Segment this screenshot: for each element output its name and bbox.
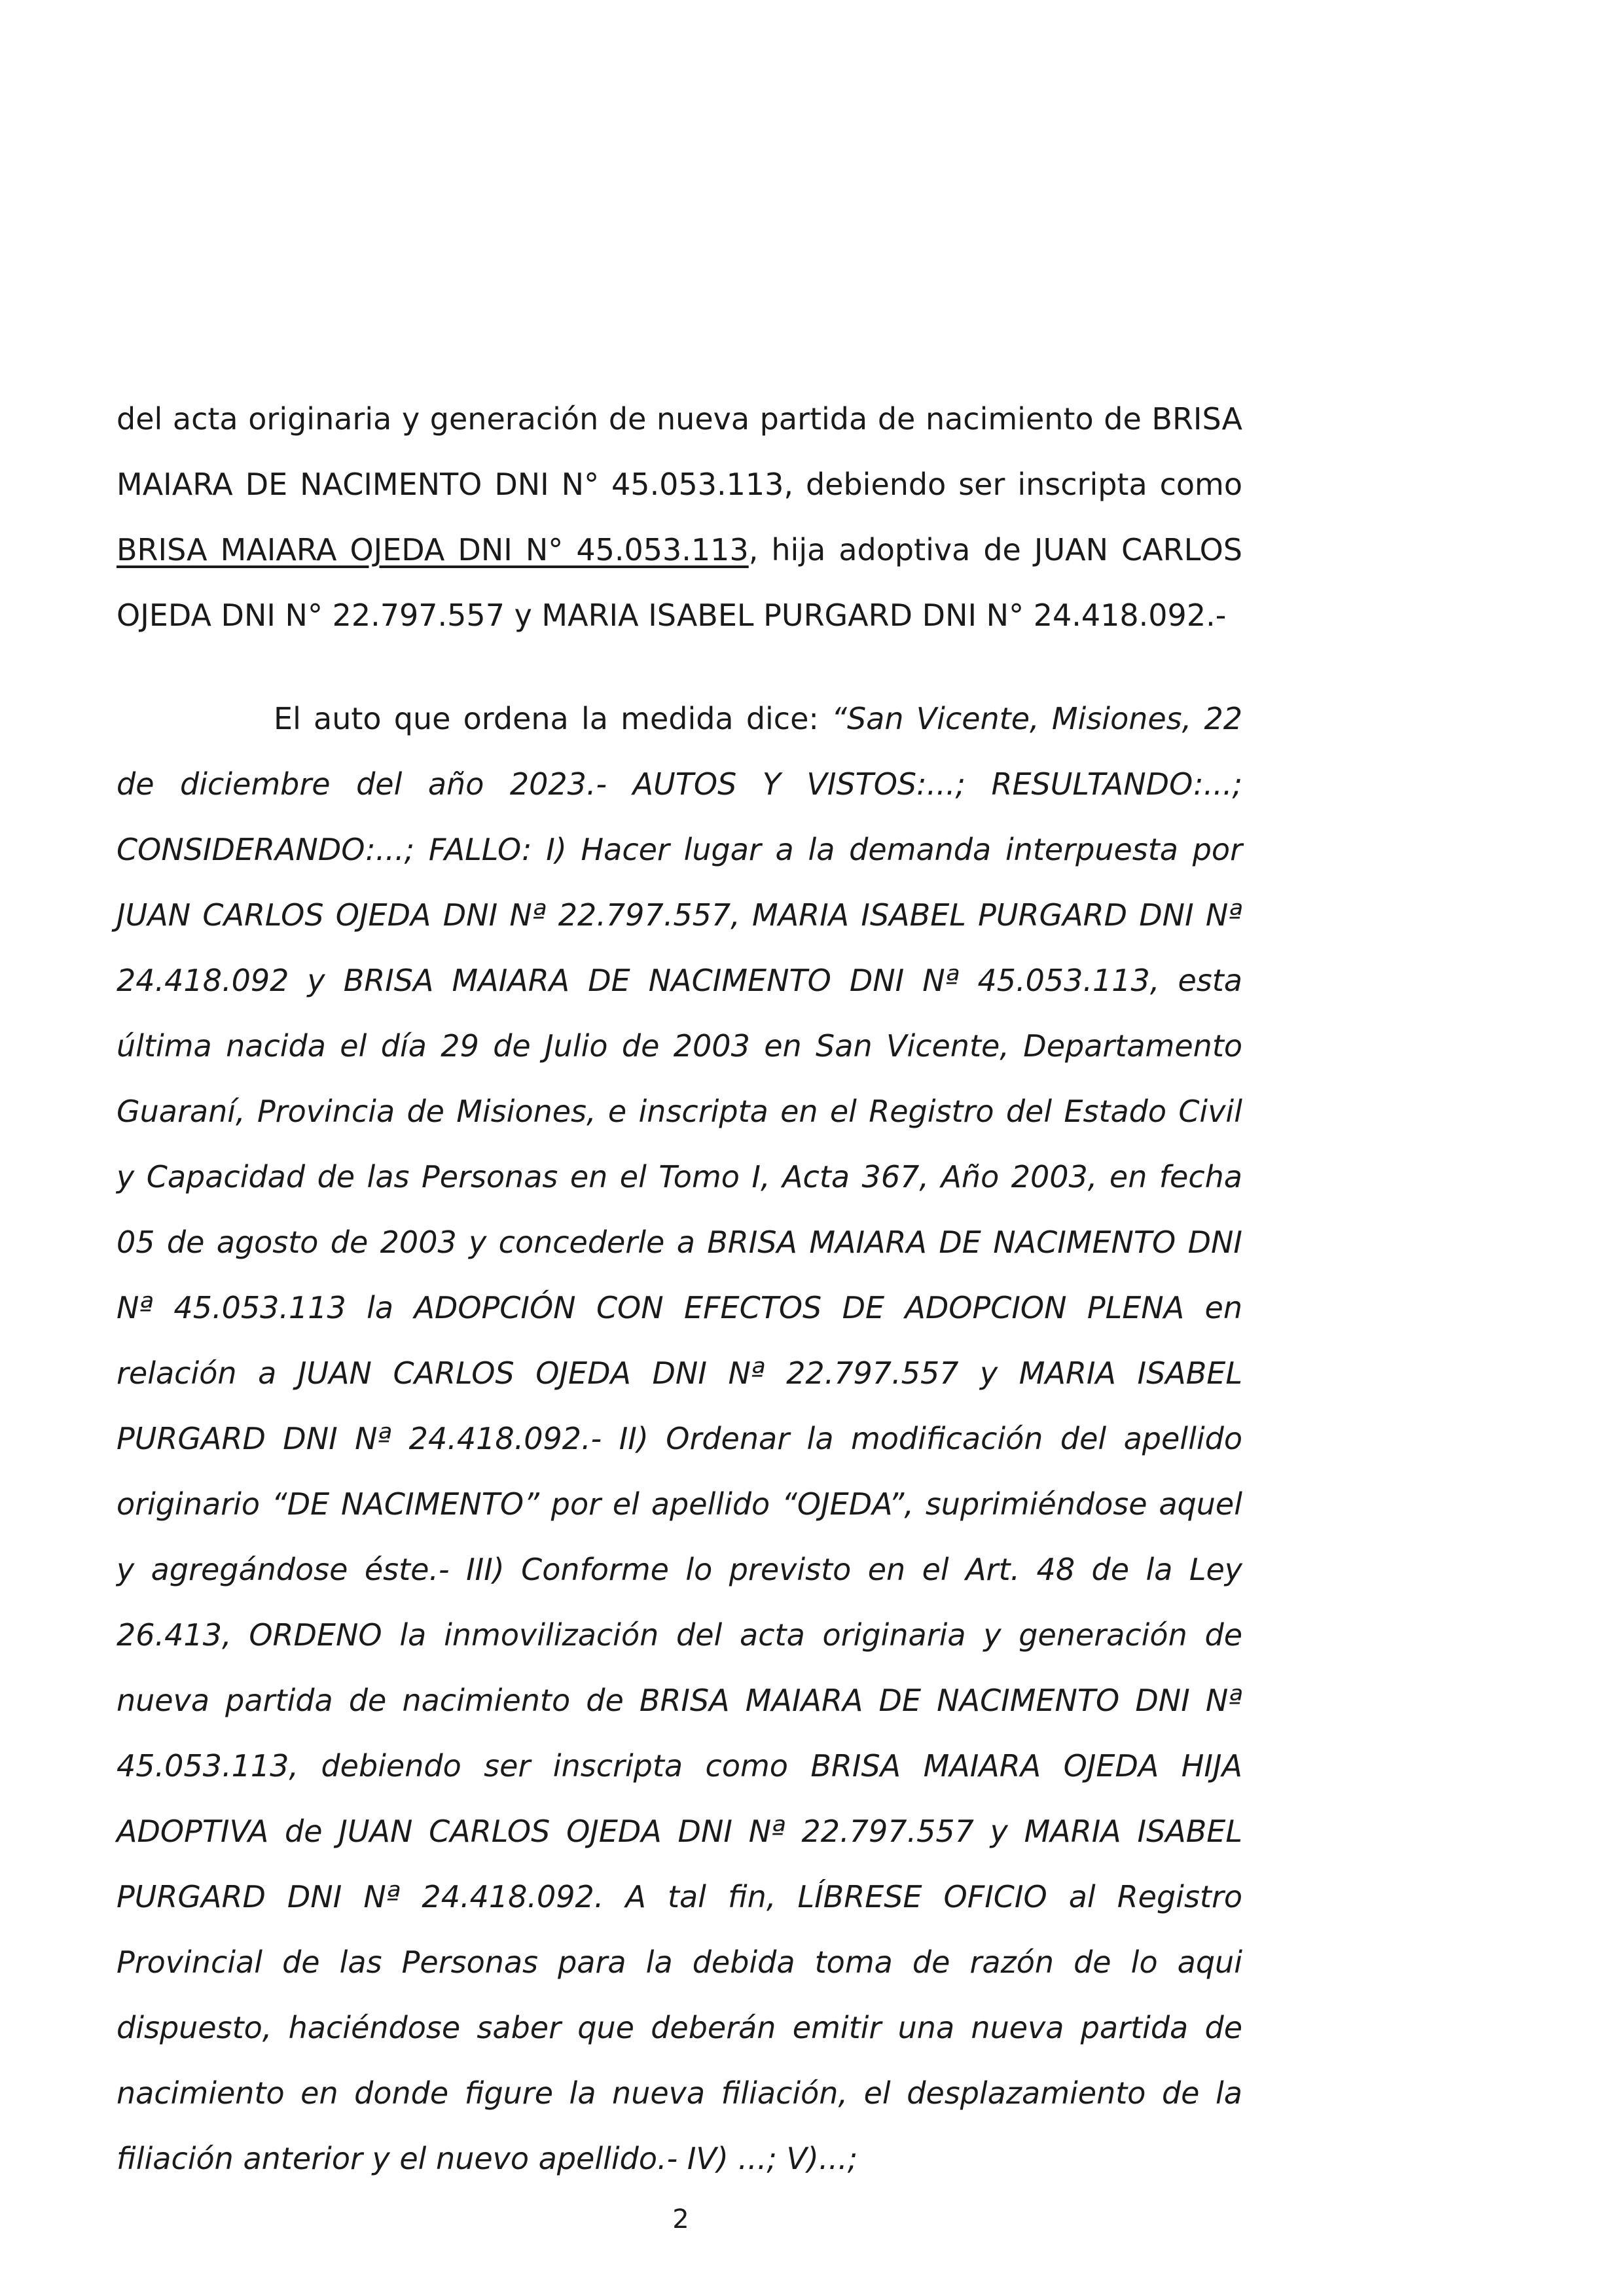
- court-order-quote: “San Vicente, Misiones, 22 de diciembre del año 2023.- AUTOS Y VISTOS:...; RESULTANDO:...; CONSIDERANDO:...; FALLO: I) Hacer lugar a la demanda interpuesta por JUAN CARLOS OJEDA DNI Nª 22.797.557, MARIA ISABEL PURGARD DNI Nª 24.418.092 y BRISA MAIARA DE NACIMENTO DNI Nª 45.053.113, esta última nacida el día 29 de Julio de 2003 en San Vicente, Departamento Guaraní, Provincia de Misiones, e inscripta en el Registro del Estado Civil y Capacidad de las Personas en el Tomo I, Acta 367, Año 2003, en fecha 05 de agosto de 2003 y concederle a BRISA MAIARA DE NACIMENTO DNI Nª 45.053.113 la ADOPCIÓN CON EFECTOS DE ADOPCION PLENA en relación a JUAN CARLOS OJEDA DNI Nª 22.797.557 y MARIA ISABEL PURGARD DNI Nª 24.418.092.- II) Ordenar la modificación del apellido originario “DE NACIMENTO” por el apellido “OJEDA”, suprimiéndose aquel y agregándose éste.- III) Conforme lo previsto en el Art. 48 de la Ley 26.413, ORDENO la inmovilización del acta originaria y generación de nueva partida de nacimiento de BRISA MAIARA DE NACIMENTO DNI Nª 45.053.113, debiendo ser inscripta como BRISA MAIARA OJEDA HIJA ADOPTIVA de JUAN CARLOS OJEDA DNI Nª 22.797.557 y MARIA ISABEL PURGARD DNI Nª 24.418.092. A tal fin, LÍBRESE OFICIO al Registro Provincial de las Personas para la debida toma de razón de lo aqui dispuesto, haciéndose saber que deberán emitir una nueva partida de nacimiento en donde figure la nueva filiación, el desplazamiento de la filiación anterior y el nuevo apellido.- IV) ...; V)...;: [117, 701, 1242, 2176]
- paragraph-inmovilizacion: [117, 386, 1242, 648]
- court-order-intro: El auto que ordena la medida dice:: [274, 701, 832, 736]
- underlined-new-name: BRISA MAIARA OJEDA DNI N° 45.053.113: [117, 532, 749, 567]
- page-number: 2: [672, 2204, 689, 2234]
- document-body: [117, 386, 1242, 2191]
- paragraph-text-after: , hija adoptiva de JUAN CARLOS OJEDA DNI N° 22.797.557 y MARIA ISABEL PURGARD DNI N° 24.418.092.-: [117, 532, 1243, 633]
- paragraph-text-before: del acta originaria y generación de nueva partida de nacimiento de BRISA MAIARA DE NACIMENTO DNI N° 45.053.113, debiendo ser inscripta como: [117, 401, 1242, 502]
- paragraph-court-order: [117, 686, 1242, 2191]
